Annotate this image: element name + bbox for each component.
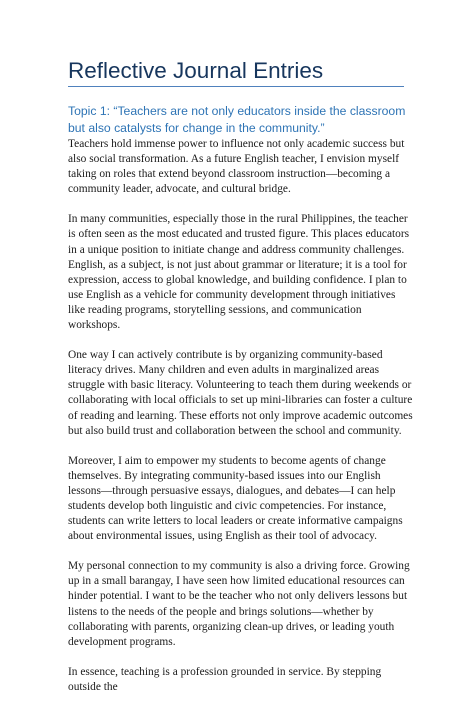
body-paragraph: In essence, teaching is a profession grounded in service. By stepping outside the bbox=[68, 665, 382, 693]
body-paragraph: Moreover, I aim to empower my students to become agents of change themselves. By integrating community-based issues into our English lessons—through persuasive essays, dialogues, and debates—I can help students develop both linguistic and civic competencies. For instance, students can write letters to local leaders or create informative campaigns about environmental issues, using English as their tool of advocacy. bbox=[68, 454, 403, 543]
body-paragraph: Teachers hold immense power to influence not only academic success but also social transformation. As a future English teacher, I envision myself taking on roles that extend beyond classroom instruction—becoming a community leader, advocate, and cultural bridge. bbox=[68, 138, 405, 196]
body-paragraph: One way I can actively contribute is by organizing community-based literacy drives. Many children and even adults in marginalized areas struggle with basic literacy. Volunteering to teach them during weekends or collaborating with local officials to set up mini-libraries can foster a culture of reading and learning. These efforts not only improve academic outcomes but also build trust and collaboration between the school and community. bbox=[68, 349, 413, 437]
document-title: Reflective Journal Entries bbox=[68, 58, 324, 83]
title-underline-rule bbox=[68, 86, 404, 87]
journal-body bbox=[68, 137, 413, 710]
body-paragraph: My personal connection to my community is also a driving force. Growing up in a small barangay, I have seen how limited educational resources can hinder potential. I want to be the teacher who not only delivers lessons but listens to the needs of the people and brings solutions—whether by collaborating with parents, organizing clean-up drives, or leading youth development programs. bbox=[68, 560, 410, 648]
body-paragraph: In many communities, especially those in the rural Philippines, the teacher is often seen as the most educated and trusted figure. This places educators in a unique position to initiate change and address community challenges. English, as a subject, is not just about grammar or literature; it is a tool for expression, access to global knowledge, and building confidence. I plan to use English as a vehicle for community development through initiatives like reading programs, storytelling sessions, and communication workshops. bbox=[68, 213, 410, 332]
topic-heading: Topic 1: “Teachers are not only educators inside the classroom but also catalysts for change in the community.” bbox=[68, 104, 406, 135]
